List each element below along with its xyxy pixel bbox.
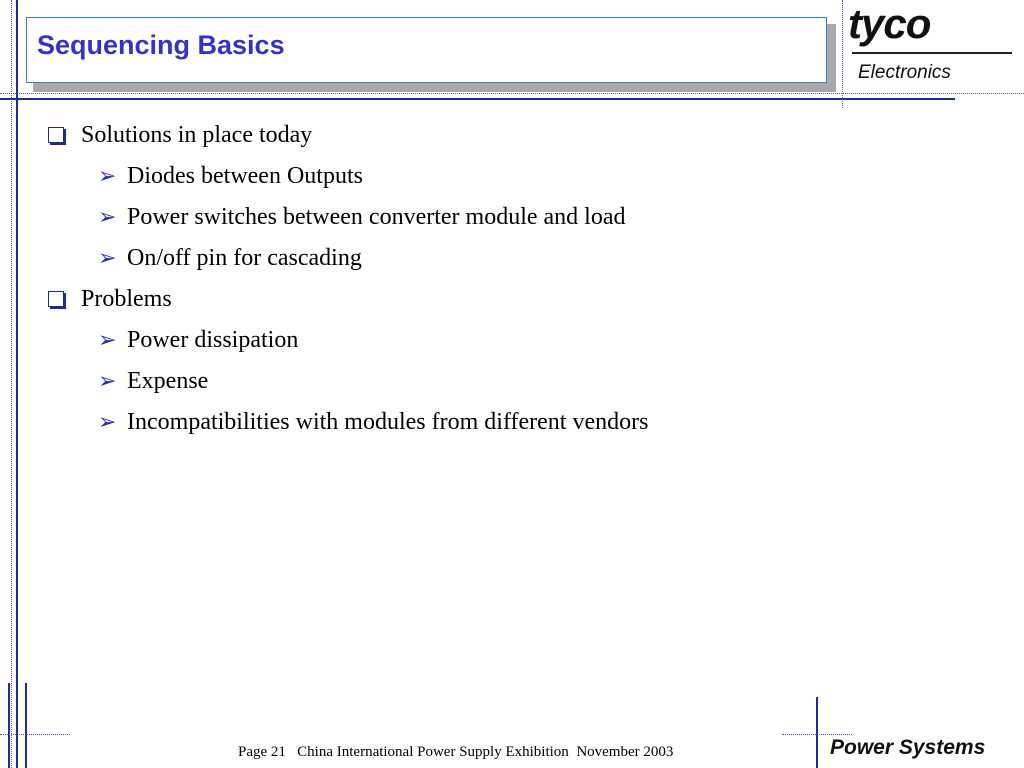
bullet-text: Problems: [81, 286, 172, 312]
arrow-bullet-icon: ➢: [98, 327, 117, 352]
square-bullet-icon: [48, 291, 64, 307]
footer-date: November 2003: [576, 744, 674, 760]
list-item: [98, 325, 298, 355]
list-item: [98, 366, 208, 396]
logo-brand: tyco: [848, 0, 931, 47]
arrow-bullet-icon: ➢: [98, 163, 117, 188]
bottom-left-vline-b: [25, 683, 27, 768]
bottom-right-dotted-hline: [782, 734, 852, 735]
arrow-bullet-icon: ➢: [98, 204, 117, 229]
logo-rule: [852, 52, 1012, 54]
list-item: [98, 243, 362, 273]
list-item: [98, 202, 626, 232]
arrow-bullet-icon: ➢: [98, 245, 117, 270]
bullet-text: Power dissipation: [127, 327, 299, 353]
left-solid-vline: [16, 0, 18, 768]
list-item: [98, 161, 363, 191]
bullet-text: Incompatibilities with modules from different vendors: [127, 409, 649, 435]
footer-page: Page 21: [238, 744, 286, 760]
bottom-right-vline: [816, 697, 818, 768]
slide-title: Sequencing Basics: [37, 30, 285, 60]
square-bullet-icon: [48, 127, 64, 143]
bullet-text: Power switches between converter module and load: [127, 204, 626, 230]
bottom-left-dotted-hline: [0, 734, 70, 735]
left-dotted-vline-outer: [11, 0, 12, 768]
bullet-text: Expense: [127, 368, 209, 394]
bullet-text: On/off pin for cascading: [127, 245, 362, 271]
logo-dotted-vline: [842, 0, 843, 108]
bottom-left-vline-a: [8, 683, 10, 768]
top-solid-hline: [0, 98, 955, 100]
arrow-bullet-icon: ➢: [98, 368, 117, 393]
bullet-text: Solutions in place today: [81, 122, 313, 148]
title-box: [26, 17, 827, 83]
list-item: [48, 120, 312, 150]
top-dotted-hline: [0, 93, 1024, 94]
list-item: [98, 407, 648, 437]
footer-event: China International Power Supply Exhibition: [297, 744, 569, 760]
arrow-bullet-icon: ➢: [98, 409, 117, 434]
power-systems-logo: Power Systems: [830, 736, 986, 759]
bullet-text: Diodes between Outputs: [127, 163, 363, 189]
list-item: [48, 284, 172, 314]
logo-subbrand: Electronics: [858, 62, 951, 83]
slide-footer: [238, 744, 673, 761]
